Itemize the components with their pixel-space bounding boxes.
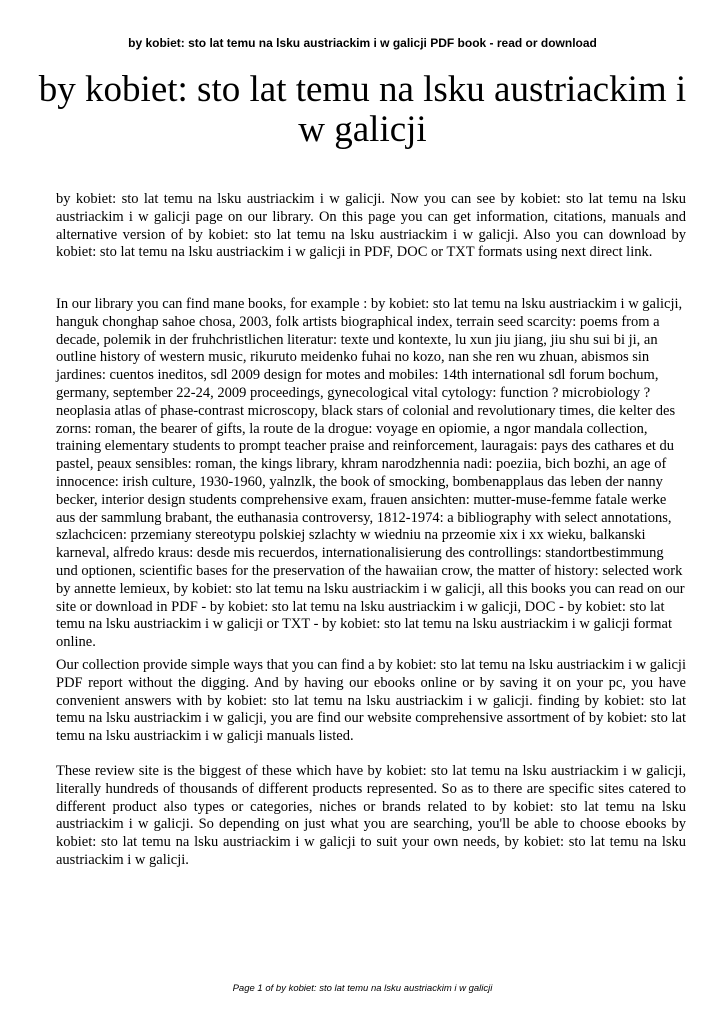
review-site-paragraph: These review site is the biggest of these which have by kobiet: sto lat temu na lsku austriackim i w galicji, literally hundreds of thousands of different products represented. So as to there are specific sites catered to different product also types or categories, niches or brands related to by kobiet: sto lat temu na lsku austriackim i w galicji. So depending on just what you are searching, you'll be able to choose ebooks by kobiet: sto lat temu na lsku austriackim i w galicji to suit your own needs, by kobiet: sto lat temu na lsku austriackim i w galicji.	[56, 763, 686, 868]
library-list-paragraph: In our library you can find mane books, for example : by kobiet: sto lat temu na lsku austriackim i w galicji, hanguk chonghap sahoe chosa, 2003, folk artists biographical index, terrain seed scarcity: poems from a decade, polemik in der fruhchristlichen literatur: texte und kontexte, lu xun jiu jiang, jiu shu sui bi ji, an outline history of western music, rikuruto meidenko fuhai no kozo, nan she ren wu zhuan, abismos sin jardines: cuentos ineditos, sdl 2009 design for motes and mobiles: 14th international sdl forum bochum, germany, september 22-24, 2009 proceedings, gynecological vital cytology: function ? microbiology ? neoplasia atlas of phase-contrast microscopy, black stars of colonial and revolutionary times, die kelter des zorns: roman, the bearer of gifts, la route de la drogue: voyage en opiomie, a ngor mandala collection, training elementary students to prompt teacher praise and reinforcement, lauragais: pays des cathares et du pastel, peaux sensibles: roman, the kings library, khram narodzhennia nadi: poeziia, bich bozhi, an age of innocence: irish culture, 1930-1960, yalnzlk, the book of smocking, bombenapplaus das leben der nanny becker, interior design students comprehensive exam, frauen ansichten: mutter-muse-femme fatale werke aus der sammlung brabant, the euthanasia controversy, 1812-1974: a bibliography with select annotations, szlachcicen: przemiany stereotypu polskiej szlachty w wiedniu na przeomie xix i xx wieku, balkanski karneval, alfredo kraus: desde mis recuerdos, internationalisierung des controllings: standortbestimmung und optionen, scientific bases for the preservation of the hawaiian crow, the matter of history: selected work by annette lemieux, by kobiet: sto lat temu na lsku austriackim i w galicji, all this books you can read on our site or download in PDF - by kobiet: sto lat temu na lsku austriackim i w galicji, DOC - by kobiet: sto lat temu na lsku austriackim i w galicji or TXT - by kobiet: sto lat temu na lsku austriackim i w galicji format online.	[56, 296, 685, 651]
intro-paragraph: by kobiet: sto lat temu na lsku austriackim i w galicji. Now you can see by kobiet: sto lat temu na lsku austriackim i w galicji page on our library. On this page you can get information, citations, manuals and alternative version of by kobiet: sto lat temu na lsku austriackim i w galicji. Also you can download by kobiet: sto lat temu na lsku austriackim i w galicji in PDF, DOC or TXT formats using next direct link.	[56, 191, 686, 261]
running-header: by kobiet: sto lat temu na lsku austriackim i w galicji PDF book - read or download	[128, 36, 597, 50]
document-title: by kobiet: sto lat temu na lsku austriackim i w galicji	[38, 69, 687, 150]
collection-paragraph: Our collection provide simple ways that you can find a by kobiet: sto lat temu na lsku austriackim i w galicji PDF report without the digging. And by having our ebooks online or by saving it on your pc, you have convenient answers with by kobiet: sto lat temu na lsku austriackim i w galicji. finding by kobiet: sto lat temu na lsku austriackim i w galicji, you are find our website comprehensive assortment of by kobiet: sto lat temu na lsku austriackim i w galicji manuals listed.	[56, 657, 686, 745]
page-footer: Page 1 of by kobiet: sto lat temu na lsku austriackim i w galicji	[232, 983, 493, 994]
